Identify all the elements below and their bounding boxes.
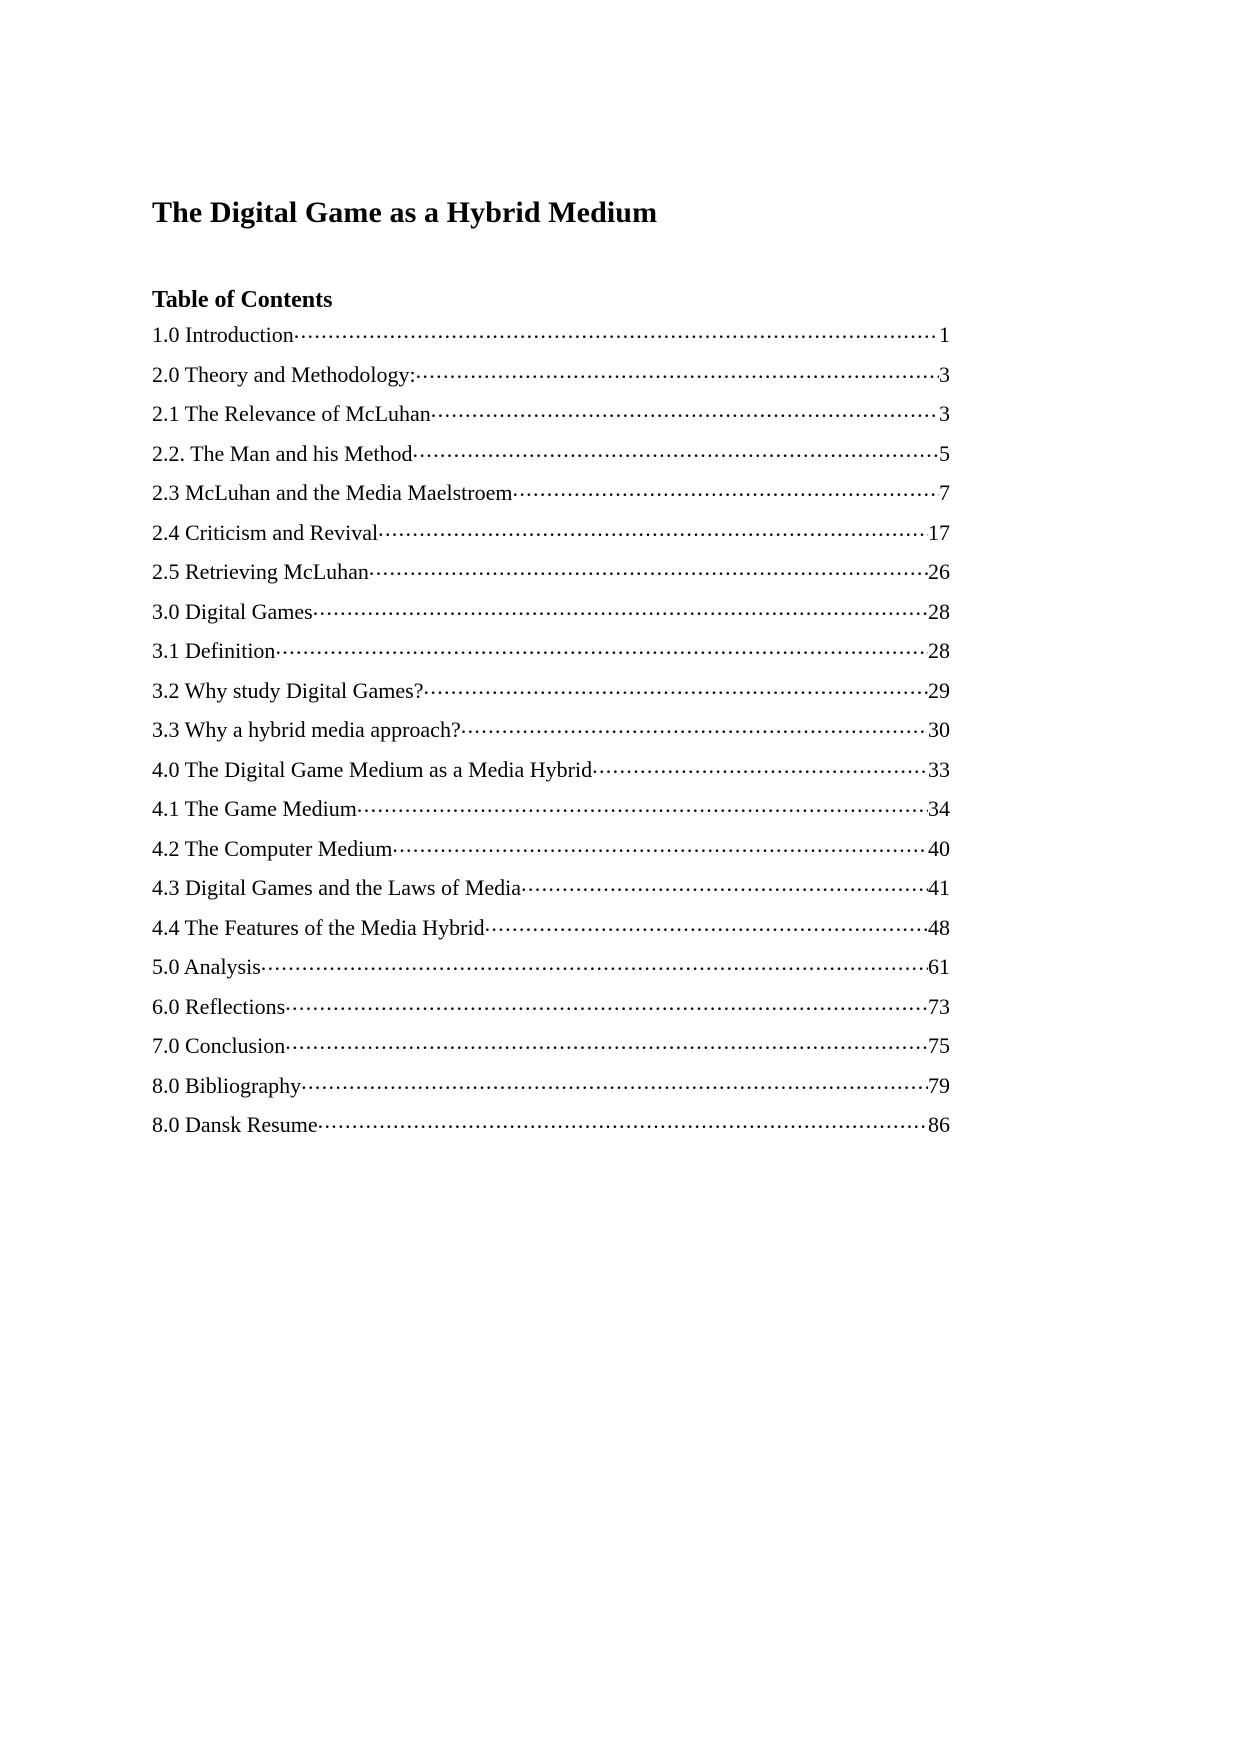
toc-entry-label: 2.0 Theory and Methodology:: [152, 361, 416, 387]
toc-entry-label: 1.0 Introduction: [152, 322, 294, 348]
toc-entry[interactable]: [152, 913, 950, 953]
toc-entry-label: 4.2 The Computer Medium: [152, 835, 393, 861]
toc-dot-leader: [275, 636, 928, 658]
toc-entry-page-number: 30: [928, 717, 950, 743]
toc-entry-label: 2.4 Criticism and Revival: [152, 519, 379, 545]
toc-entry-page-number: 28: [928, 598, 950, 624]
toc-entry[interactable]: [152, 478, 950, 518]
toc-entry-page-number: 17: [928, 519, 950, 545]
toc-entry[interactable]: [152, 360, 950, 400]
toc-entry-label: 2.2. The Man and his Method: [152, 440, 413, 466]
toc-entry[interactable]: [152, 715, 950, 755]
toc-entry-label: 3.0 Digital Games: [152, 598, 313, 624]
toc-entry-label: 4.0 The Digital Game Medium as a Media Hybrid: [152, 756, 593, 782]
toc-entry-label: 3.1 Definition: [152, 638, 276, 664]
table-of-contents-list: [152, 320, 950, 1150]
toc-dot-leader: [285, 992, 928, 1014]
toc-entry-page-number: 3: [939, 401, 950, 427]
toc-entry[interactable]: [152, 676, 950, 716]
page-title: The Digital Game as a Hybrid Medium: [152, 196, 658, 229]
toc-entry[interactable]: [152, 439, 950, 479]
toc-entry[interactable]: [152, 320, 950, 360]
toc-entry-label: 5.0 Analysis: [152, 954, 261, 980]
toc-entry-label: 7.0 Conclusion: [152, 1033, 286, 1059]
toc-entry-page-number: 34: [928, 796, 950, 822]
toc-dot-leader: [318, 1110, 928, 1132]
toc-entry-page-number: 73: [928, 993, 950, 1019]
toc-entry[interactable]: [152, 834, 950, 874]
toc-entry[interactable]: [152, 992, 950, 1032]
toc-dot-leader: [592, 755, 928, 777]
toc-entry-label: 4.3 Digital Games and the Laws of Media: [152, 875, 522, 901]
toc-dot-leader: [392, 834, 928, 856]
table-of-contents-heading: Table of Contents: [152, 286, 333, 313]
toc-entry-label: 8.0 Bibliography: [152, 1072, 302, 1098]
toc-dot-leader: [416, 360, 939, 382]
toc-entry-label: 2.5 Retrieving McLuhan: [152, 559, 369, 585]
toc-entry-page-number: 75: [928, 1033, 950, 1059]
toc-entry-page-number: 48: [928, 914, 950, 940]
toc-entry-page-number: 28: [928, 638, 950, 664]
toc-dot-leader: [461, 715, 928, 737]
toc-entry-label: 2.3 McLuhan and the Media Maelstroem: [152, 480, 513, 506]
toc-entry[interactable]: [152, 557, 950, 597]
toc-dot-leader: [378, 518, 928, 540]
toc-dot-leader: [357, 794, 928, 816]
toc-entry[interactable]: [152, 597, 950, 637]
toc-entry-label: 6.0 Reflections: [152, 993, 286, 1019]
toc-entry[interactable]: [152, 794, 950, 834]
toc-entry[interactable]: [152, 636, 950, 676]
toc-dot-leader: [512, 478, 939, 500]
toc-dot-leader: [261, 952, 928, 974]
toc-entry-label: 4.1 The Game Medium: [152, 796, 357, 822]
toc-dot-leader: [521, 873, 928, 895]
toc-dot-leader: [369, 557, 928, 579]
toc-entry-label: 8.0 Dansk Resume: [152, 1112, 318, 1138]
toc-entry-page-number: 5: [939, 440, 950, 466]
toc-entry[interactable]: [152, 1031, 950, 1071]
toc-entry-page-number: 79: [928, 1072, 950, 1098]
toc-entry[interactable]: [152, 399, 950, 439]
toc-dot-leader: [285, 1031, 928, 1053]
toc-entry-page-number: 3: [939, 361, 950, 387]
toc-entry[interactable]: [152, 518, 950, 558]
toc-dot-leader: [294, 320, 939, 342]
toc-entry-label: 3.3 Why a hybrid media approach?: [152, 717, 461, 743]
toc-entry-page-number: 7: [939, 480, 950, 506]
toc-dot-leader: [413, 439, 939, 461]
toc-entry-label: 4.4 The Features of the Media Hybrid: [152, 914, 485, 940]
toc-entry-page-number: 41: [928, 875, 950, 901]
toc-entry[interactable]: [152, 755, 950, 795]
toc-dot-leader: [431, 399, 939, 421]
toc-dot-leader: [485, 913, 928, 935]
toc-entry[interactable]: [152, 873, 950, 913]
page-content: [152, 196, 950, 1150]
toc-entry-page-number: 86: [928, 1112, 950, 1138]
toc-entry[interactable]: [152, 952, 950, 992]
toc-entry-page-number: 61: [928, 954, 950, 980]
toc-entry-page-number: 1: [939, 322, 950, 348]
toc-entry-page-number: 33: [928, 756, 950, 782]
toc-dot-leader: [301, 1071, 928, 1093]
toc-entry-page-number: 26: [928, 559, 950, 585]
toc-entry-page-number: 40: [928, 835, 950, 861]
toc-dot-leader: [424, 676, 929, 698]
toc-entry-label: 3.2 Why study Digital Games?: [152, 677, 424, 703]
toc-entry-label: 2.1 The Relevance of McLuhan: [152, 401, 431, 427]
toc-entry[interactable]: [152, 1110, 950, 1150]
toc-entry-page-number: 29: [928, 677, 950, 703]
toc-dot-leader: [313, 597, 928, 619]
toc-entry[interactable]: [152, 1071, 950, 1111]
